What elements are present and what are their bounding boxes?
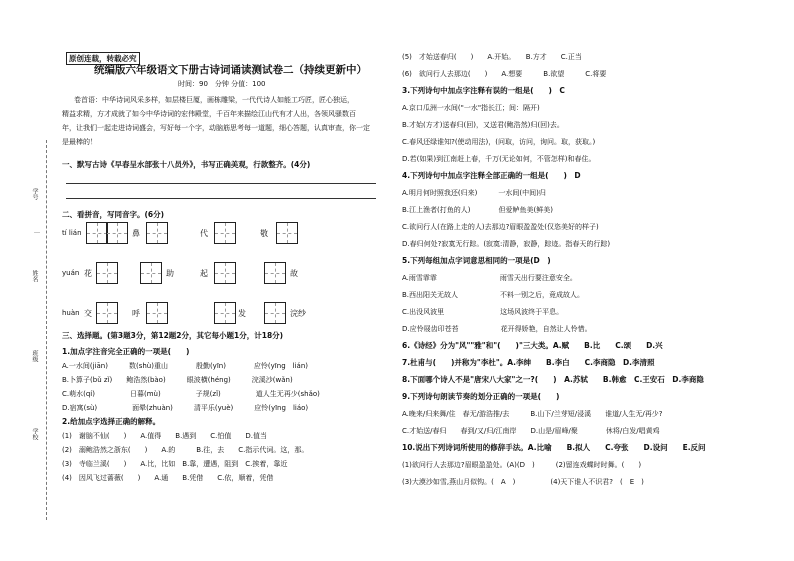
word-char: 助 <box>166 269 174 278</box>
q1-option-b: B.卜算子(bǔ zǐ) 鲍浩然(bào) 眼波横(héng) 浣溪沙(wǎn) <box>62 376 293 384</box>
word-char: 发 <box>238 309 246 318</box>
pinyin-yuan: yuán <box>62 269 80 277</box>
tianzi-box[interactable] <box>140 262 162 284</box>
section-1-heading: 一、默写古诗《早春呈水部张十八员外》，书写正确美观，行款整齐。(4分) <box>62 160 311 169</box>
q2-item-2: (2) 溺鲍浩然之浙东( ) A.的 B.往，去 C.指示代词。这，那。 <box>62 446 309 454</box>
q2-item-4: (4) 因风飞过蔷薇( ) A.通 B.凭借 C.依，顺着，凭借 <box>62 474 274 482</box>
question-9: 9.下列诗句朗读节奏的划分正确的一项是( ) <box>402 392 560 401</box>
q1-option-c: C.萌水(qí) 日暮(mù) 子规(zǐ) 道人生无再少(shǎo) <box>62 390 320 398</box>
q9-options-cd: C.才始送/春归 春到/又/归/江南岸 D.山是/眉峰/聚 休将/白发/唱黄鸡 <box>402 427 660 435</box>
question-2: 2.给加点字选择正确的解释。 <box>62 417 161 426</box>
writing-line-1[interactable] <box>66 183 376 184</box>
binding-line <box>46 140 47 520</box>
q1-option-d: D.宿寓(sù) 面晕(zhuàn) 清平乐(yuè) 应怜(yīng liáo) <box>62 404 309 412</box>
q3-option-a: A.京口瓜洲一水间("一水"指长江；间：隔开) <box>402 104 540 112</box>
question-5: 5.下列每组加点字词意思相同的一项是(D ) <box>402 256 551 265</box>
tianzi-box[interactable] <box>96 262 118 284</box>
q10-items-1-2: (1)欲问行人去那边?眉眼盈盈处。(A)(D ) (2)留连戏蝶时时舞。( ) <box>402 461 642 469</box>
tianzi-box[interactable] <box>214 222 236 244</box>
q4-option-c: C.欲问行人(在路上走的人)去那边?眉眼盈盈处(仅恣美好的样子) <box>402 223 599 231</box>
question-4: 4.下列诗句中加点字注释全部正确的一组是( ) D <box>402 171 581 180</box>
intro-line-4: 是最棒的！ <box>62 138 97 146</box>
tianzi-box[interactable] <box>276 222 298 244</box>
sidebar-label-name: 姓名 <box>31 270 38 282</box>
q3-option-b: B.才始(方才)送春归(回)，又送君(鲍浩然)归(回)去。 <box>402 121 564 129</box>
q4-option-d: D.春归何处?寂寞无行踪。(寂寞:清静，寂静，踪迹。指春天的行踪) <box>402 240 611 248</box>
word-char: 起 <box>200 269 208 278</box>
tianzi-box[interactable] <box>214 262 236 284</box>
question-1: 1.加点字注音完全正确的一项是( ) <box>62 347 190 356</box>
intro-line-3: 年，让我们一起走进诗词盛会，写好每一个字，动脑筋思考每一道题，细心答题，认真审查，你一定 <box>62 124 370 132</box>
question-7: 7.杜甫与( )并称为"李杜"。A.李绅 B.李白 C.李商隐 D.李清照 <box>402 358 655 367</box>
q4-option-a: A.明月何时照我还(归来) 一水间(中间)归 <box>402 189 546 197</box>
q2-item-5: (5) 才始送春归( ) A.开始。 B.方才 C.正当 <box>402 53 582 61</box>
tianzi-box[interactable] <box>264 262 286 284</box>
intro-line-1: 卷首语：中华诗词风采多样，如层楼巨厦，画栋雕梁，一代代诗人如能工巧匠，匠心独运， <box>74 96 354 104</box>
question-8: 8.下面哪个诗人不是"唐宋八大家"之一?( ) A.苏轼 B.韩愈 C.王安石 D.李商隐 <box>402 375 704 384</box>
q10-items-3-4: (3)大漠沙如雪,燕山月似钩。( A ) (4)天下谁人不识君? ( E ) <box>402 478 644 486</box>
q3-option-c: C.春风还绿谁知?(使动用法)，(问取，访问，询问。取，获取。) <box>402 138 596 146</box>
q5-option-c: C.出没风波里 这场风波终于平息。 <box>402 308 564 316</box>
intro-line-2: 精益求精，方才成就了如今中华诗词的宏伟殿堂，千百年来描绘江山代有才人出，各领风骚数百 <box>62 110 356 118</box>
question-6: 6.《诗经》分为"风""雅"和"( )"三大类。A.赋 B.比 C.颂 D.兴 <box>402 341 663 350</box>
tianzi-box[interactable] <box>264 302 286 324</box>
word-char: 故 <box>290 269 298 278</box>
sidebar-dots: … <box>34 228 40 235</box>
word-char: 呼 <box>132 309 140 318</box>
tianzi-box[interactable] <box>146 302 168 324</box>
q5-option-a: A.雨雪霏霏 雨雪天出行要注意安全。 <box>402 274 577 282</box>
sidebar-label-school: 学校 <box>31 428 38 440</box>
q2-item-1: (1) 谢脑不仙( ) A.值得 B.遇到 C.怕值 D.值当 <box>62 432 268 440</box>
q2-item-6: (6) 欲问行人去那边( ) A.想要 B.欲望 C.将要 <box>402 70 607 78</box>
q5-option-b: B.西出阳关无故人 不料一别之后，竟成故人。 <box>402 291 585 299</box>
q3-option-d: D.若(如果)到江南赶上春，千万(无论如何，不管怎样)和春住。 <box>402 155 596 163</box>
sidebar-label-student-id: 学号 <box>31 188 38 200</box>
page-title: 统编版六年级语文下册古诗词诵读测试卷二（持续更新中） <box>94 64 367 76</box>
pinyin-tilian: tí lián <box>62 229 82 237</box>
pinyin-huan: huàn <box>62 309 80 317</box>
tianzi-box[interactable] <box>146 222 168 244</box>
word-char: 敬 <box>260 229 268 238</box>
tianzi-box[interactable] <box>96 302 118 324</box>
word-char: 交 <box>84 309 92 318</box>
section-2-heading: 二、看拼音，写同音字。(6分) <box>62 210 165 219</box>
q1-option-a: A.一水间(jiān) 数(shù)重山 殷勤(yīn) 应怜(yīng lián) <box>62 362 308 370</box>
tianzi-box[interactable] <box>86 222 108 244</box>
tianzi-box[interactable] <box>214 302 236 324</box>
exam-meta: 时间：90 分钟 分值：100 <box>178 80 266 88</box>
q2-item-3: (3) 寺临兰溪( ) A.比，比如 B.靠，遭遇，阻到 C.挨着，靠近 <box>62 460 288 468</box>
question-10: 10.说出下列诗词所使用的修辞手法。A.比喻 B.拟人 C.夸张 D.设问 E.反问 <box>402 443 706 452</box>
writing-line-2[interactable] <box>66 198 376 199</box>
word-char: 浣纱 <box>290 309 306 318</box>
sidebar-label-class: 班级 <box>31 350 38 362</box>
question-3: 3.下列诗句中加点字注释有误的一组是( ) C <box>402 86 565 95</box>
tianzi-box[interactable] <box>106 222 128 244</box>
q5-option-d: D.应怜屐齿印苍苔 花开得娇艳，自然让人怜惜。 <box>402 325 592 333</box>
copyright-stamp: 原创连载，转载必究 <box>66 52 140 65</box>
word-char: 鼻 <box>132 229 140 238</box>
word-char: 花 <box>84 269 92 278</box>
q4-option-b: B.江上渔者(打鱼的人) 但爱鲈鱼美(鲜美) <box>402 206 553 214</box>
q9-options-ab: A.晚来/归来舞/住 春无/游浩推/去 B.山下/兰芽短/浸溪 谁道/人生无/再少? <box>402 410 663 418</box>
section-3-heading: 三、选择题。(第3题3分，第12题2分，其它每小题1分，计18分) <box>62 331 284 340</box>
word-char: 代 <box>200 229 208 238</box>
